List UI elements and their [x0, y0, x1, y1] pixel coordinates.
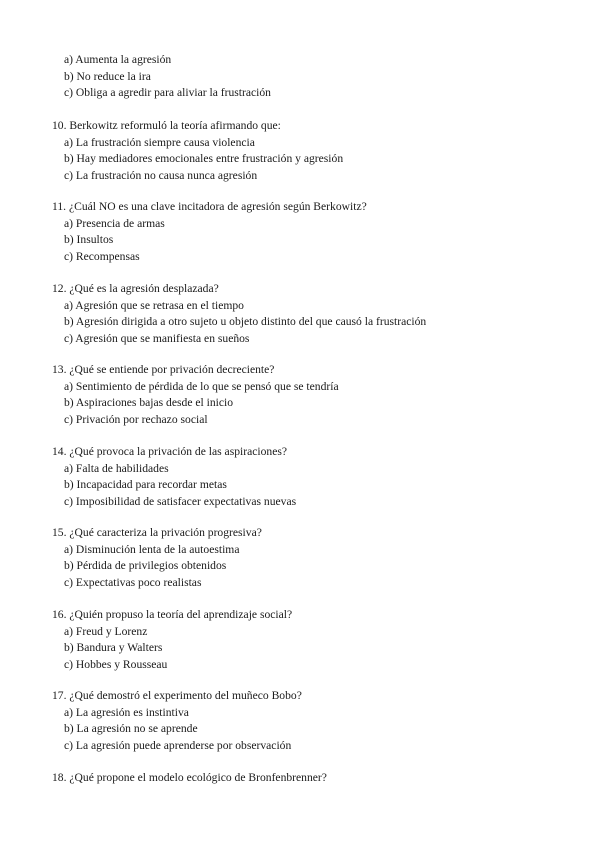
option-a: a) Disminución lenta de la autoestima [64, 542, 240, 556]
option-b: b) Aspiraciones bajas desde el inicio [64, 396, 234, 409]
carryover-options [52, 52, 572, 102]
option-c: c) Hobbes y Rousseau [64, 657, 168, 671]
option-b: b) Bandura y Walters [64, 641, 163, 654]
option-c: c) Expectativas poco realistas [64, 575, 202, 589]
option-b: b) Agresión dirigida a otro sujeto u objeto distinto del que causó la frustración [64, 315, 427, 328]
option-b: b) Insultos [64, 233, 114, 246]
option-a: a) Sentimiento de pérdida de lo que se pensó que se tendría [64, 379, 339, 393]
option-c: c) La agresión puede aprenderse por observación [64, 738, 292, 752]
question-17 [52, 688, 572, 754]
option-a: a) Falta de habilidades [64, 461, 169, 475]
option-c: c) La frustración no causa nunca agresión [64, 168, 258, 182]
question-16 [52, 607, 572, 673]
option-a: a) La frustración siempre causa violencia [64, 135, 255, 149]
option-a: a) Presencia de armas [64, 216, 165, 230]
question-text: 14. ¿Qué provoca la privación de las aspiraciones? [52, 445, 287, 458]
option-c: c) Privación por rechazo social [64, 412, 208, 426]
option-c: c) Imposibilidad de satisfacer expectativas nuevas [64, 494, 297, 508]
option-b: b) No reduce la ira [64, 69, 151, 83]
option-a: a) Freud y Lorenz [64, 624, 148, 638]
question-text: 13. ¿Qué se entiende por privación decreciente? [52, 363, 275, 376]
question-12 [52, 281, 572, 347]
option-c: c) Recompensas [64, 249, 140, 263]
option-b: b) Incapacidad para recordar metas [64, 478, 227, 491]
question-text: 18. ¿Qué propone el modelo ecológico de Bronfenbrenner? [52, 771, 327, 784]
option-a: a) La agresión es instintiva [64, 705, 189, 719]
question-text: 10. Berkowitz reformuló la teoría afirmando que: [52, 119, 281, 132]
option-b: b) La agresión no se aprende [64, 722, 198, 735]
option-b: b) Pérdida de privilegios obtenidos [64, 559, 227, 572]
question-14 [52, 444, 572, 510]
question-13 [52, 362, 572, 428]
option-c: c) Obliga a agredir para aliviar la frustración [64, 86, 271, 99]
question-11 [52, 199, 572, 265]
question-text: 11. ¿Cuál NO es una clave incitadora de agresión según Berkowitz? [52, 200, 367, 213]
question-10 [52, 118, 572, 184]
question-text: 16. ¿Quién propuso la teoría del aprendizaje social? [52, 608, 293, 621]
question-text: 17. ¿Qué demostró el experimento del muñeco Bobo? [52, 689, 302, 702]
option-b: b) Hay mediadores emocionales entre frustración y agresión [64, 152, 344, 165]
option-a: a) Aumenta la agresión [64, 53, 172, 66]
question-text: 15. ¿Qué caracteriza la privación progresiva? [52, 526, 262, 539]
question-15 [52, 525, 572, 591]
question-text: 12. ¿Qué es la agresión desplazada? [52, 282, 219, 295]
option-c: c) Agresión que se manifiesta en sueños [64, 331, 250, 345]
question-18 [52, 770, 572, 787]
option-a: a) Agresión que se retrasa en el tiempo [64, 298, 244, 312]
